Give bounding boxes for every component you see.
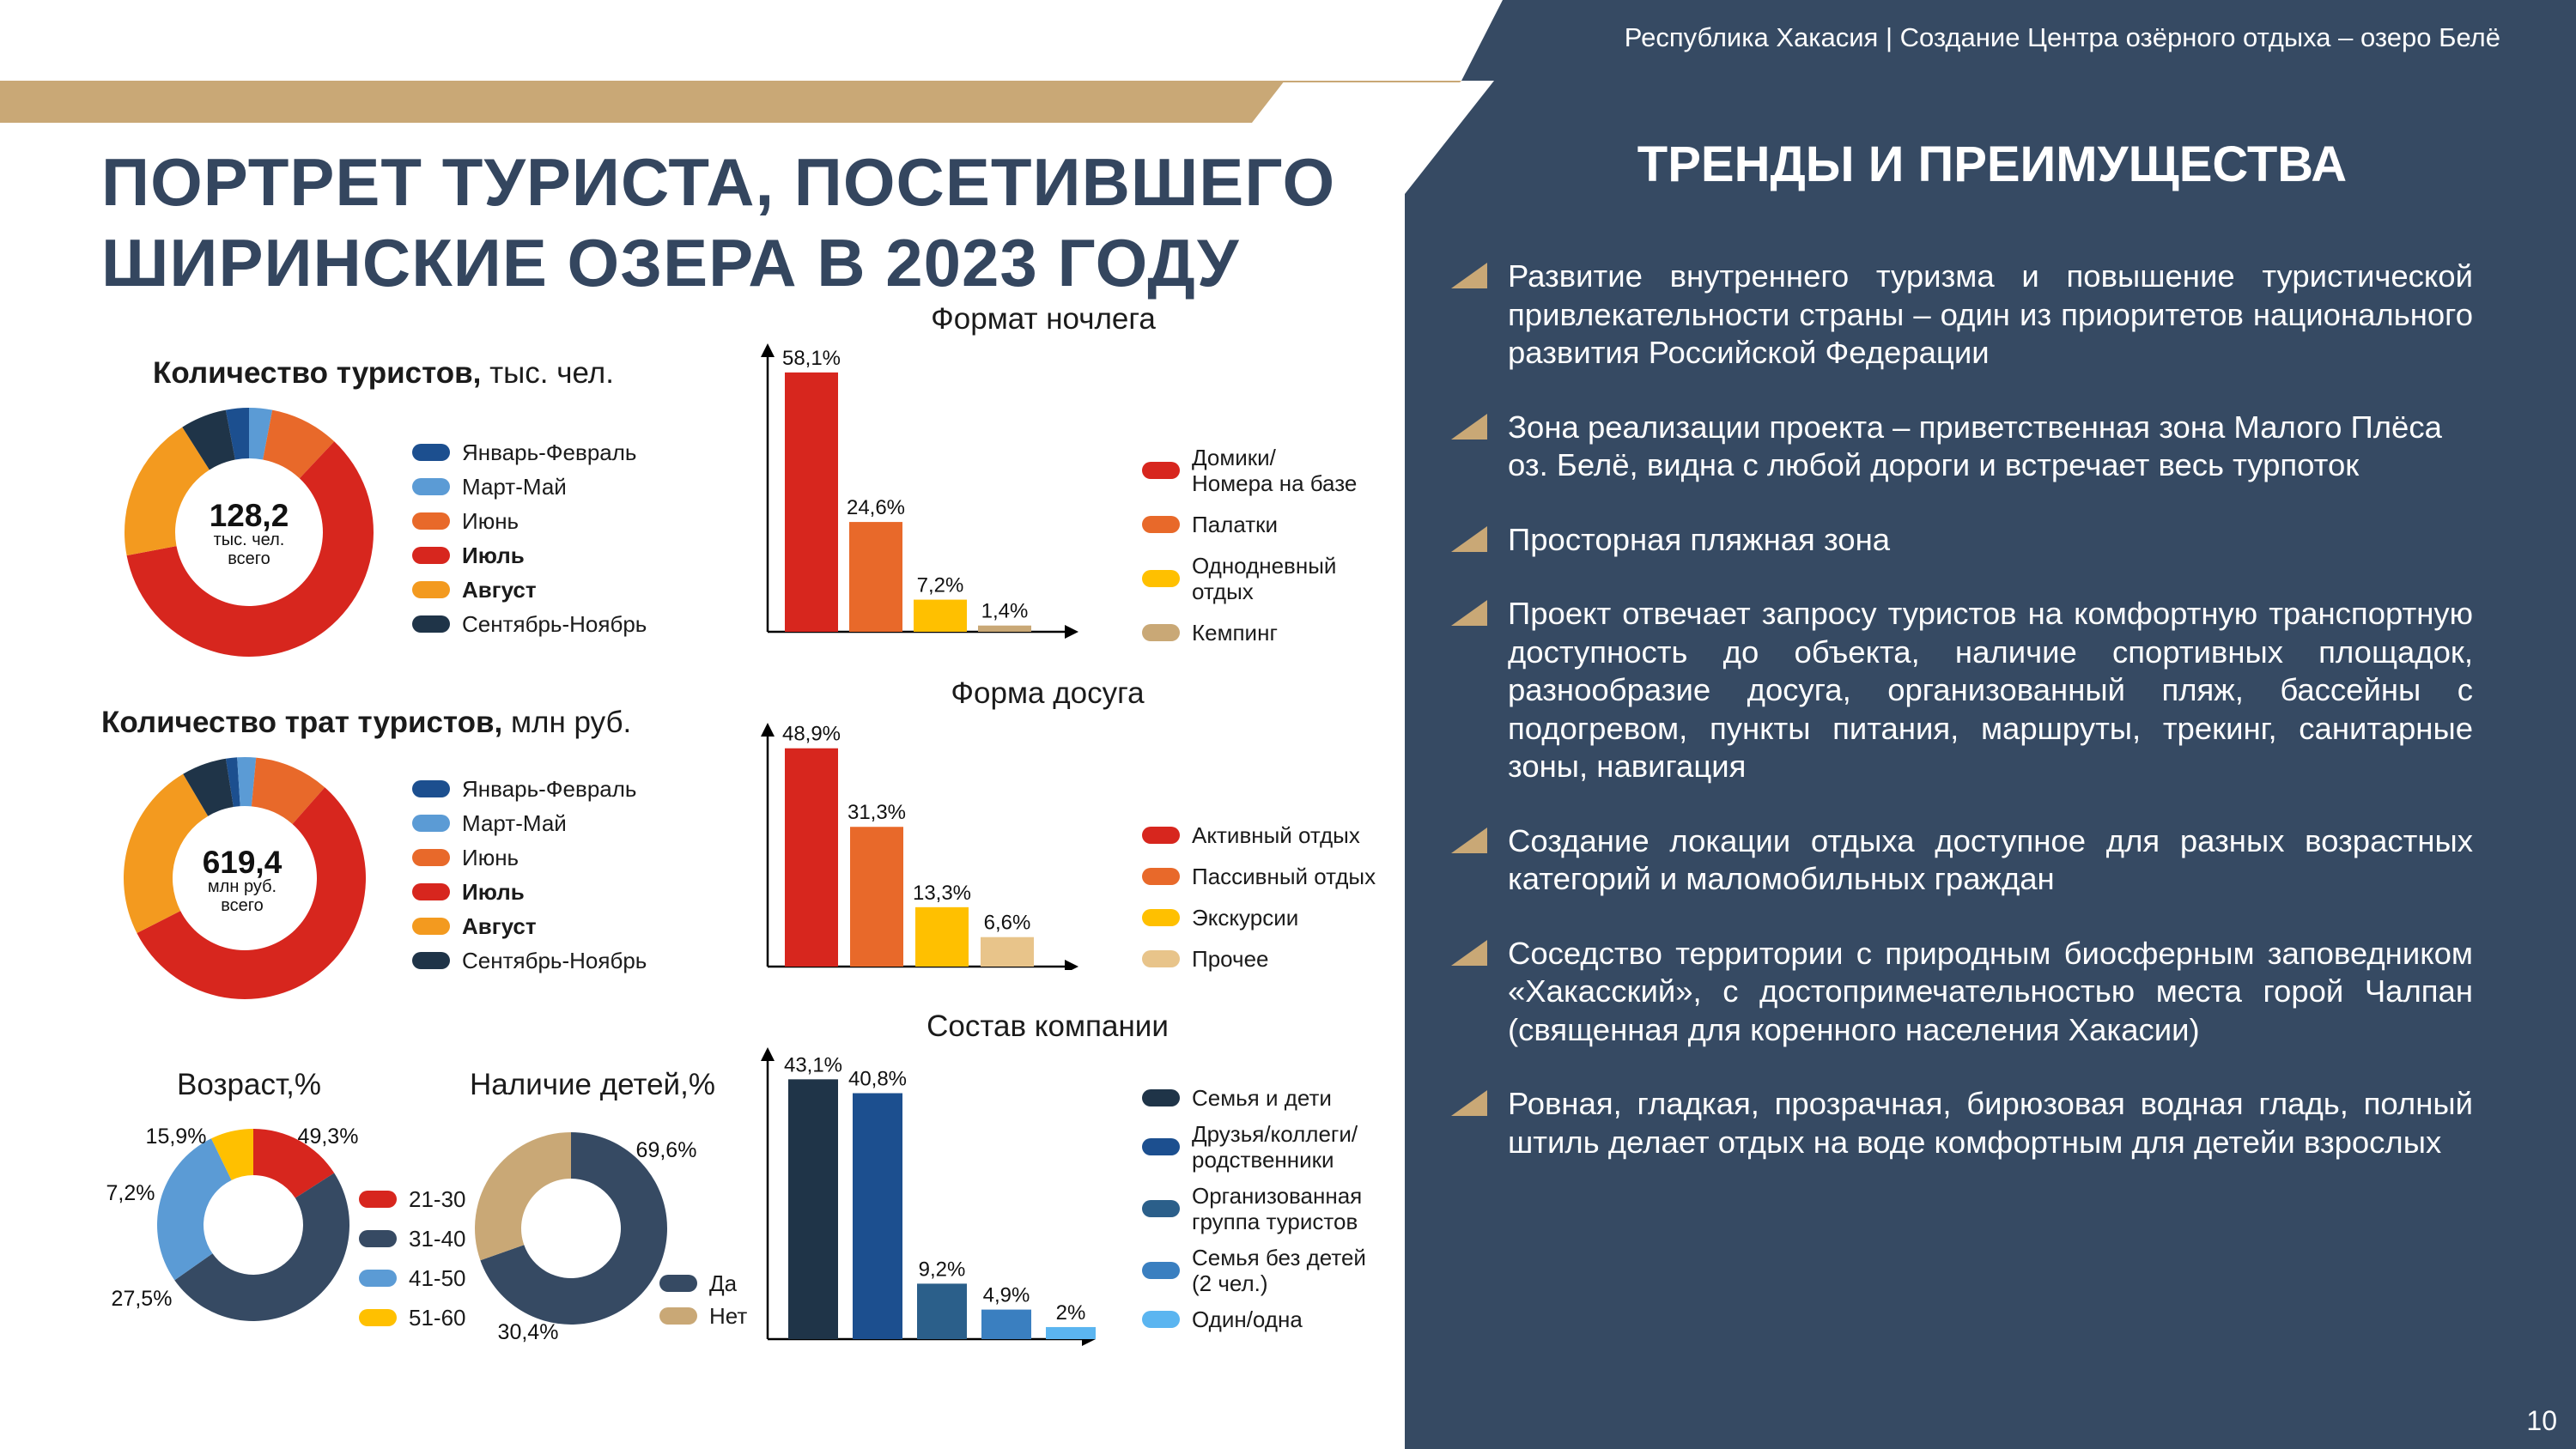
company-bar-chart: [747, 1039, 1108, 1348]
legend-label: 41-50: [409, 1265, 466, 1291]
legend-label: Палатки: [1192, 512, 1279, 537]
donut-slice-нет: [475, 1132, 571, 1260]
bar-data-label: 7,2%: [916, 573, 964, 597]
tourists-legend: [412, 440, 647, 646]
trend-item: Зона реализации проекта – приветственная зона Малого Плёса оз. Белё, видна с любой дороги и встречает весь турпоток: [1451, 409, 2473, 485]
legend-item: [1142, 1307, 1366, 1332]
legend-item: [1142, 1183, 1366, 1234]
legend-swatch: [1142, 570, 1180, 587]
tourists-total-value: 128,2: [209, 498, 289, 533]
legend-item: [412, 845, 647, 870]
legend-item: [412, 577, 647, 603]
age-chart-title: Возраст,%: [177, 1068, 321, 1101]
bar-data-label: 40,8%: [848, 1067, 908, 1091]
donut-slice-41-50: [157, 1138, 232, 1280]
lodging-bar-chart: [747, 335, 1091, 644]
gold-stripe: [0, 81, 1285, 123]
legend-label: Домики/ Номера на базе: [1192, 445, 1358, 496]
bar-палатки: [849, 522, 902, 632]
legend-item: [659, 1270, 747, 1296]
bar-data-label: 31,3%: [847, 801, 907, 825]
legend-label: Да: [709, 1270, 738, 1296]
legend-label: 21-30: [409, 1186, 466, 1212]
legend-label: Январь-Февраль: [462, 776, 637, 802]
leisure-legend: [1142, 822, 1376, 987]
legend-label: Прочее: [1192, 946, 1269, 972]
legend-item: [412, 776, 647, 802]
legend-label: Однодневный отдых: [1192, 553, 1337, 604]
spending-chart-title: Количество трат туристов, млн руб.: [101, 706, 632, 739]
legend-swatch: [659, 1307, 697, 1325]
bar-data-label: 43,1%: [783, 1053, 843, 1077]
panel-title: ТРЕНДЫ И ПРЕИМУЩЕСТВА: [1637, 136, 2348, 192]
leisure-chart-title: Форма досуга: [951, 676, 1145, 710]
bar-data-label: 2%: [1055, 1300, 1086, 1325]
page-title-line-1: ПОРТРЕТ ТУРИСТА, ПОСЕТИВШЕГО: [101, 144, 1336, 220]
legend-label: Январь-Февраль: [462, 440, 637, 465]
legend-swatch: [1142, 868, 1180, 885]
legend-label: Семья и дети: [1192, 1085, 1332, 1111]
legend-swatch: [412, 444, 450, 461]
y-axis-arrow-icon: [761, 1047, 775, 1061]
legend-label: Семья без детей (2 чел.): [1192, 1245, 1366, 1296]
legend-label: Пассивный отдых: [1192, 864, 1376, 889]
legend-swatch: [1142, 1138, 1180, 1155]
legend-item: [1142, 512, 1357, 537]
bar-домики-номера-на-базе: [785, 373, 838, 632]
legend-item: [1142, 1085, 1366, 1111]
legend-item: [1142, 905, 1376, 931]
tourists-chart-title: Количество туристов, тыс. чел.: [153, 356, 614, 390]
page-title-line-2: ШИРИНСКИЕ ОЗЕРА В 2023 ГОДУ: [101, 225, 1240, 300]
legend-item: [412, 440, 647, 465]
bar-друзья-коллеги-родственники: [853, 1093, 902, 1339]
lodging-legend: [1142, 445, 1357, 661]
legend-item: [1142, 620, 1357, 646]
donut-data-label: 69,6%: [635, 1138, 697, 1162]
legend-swatch: [1142, 462, 1180, 479]
trend-item: Просторная пляжная зона: [1451, 521, 2473, 560]
legend-swatch: [659, 1275, 697, 1292]
legend-swatch: [412, 780, 450, 797]
trend-item: Развитие внутреннего туризма и повышение туристической привлекательности страны – один из приоритетов национального развития Российской Федерации: [1451, 258, 2473, 373]
x-axis-arrow-icon: [1065, 960, 1078, 970]
legend-label: Август: [462, 577, 537, 603]
legend-label: Экскурсии: [1192, 905, 1299, 931]
legend-label: Июнь: [462, 508, 519, 534]
bar-data-label: 58,1%: [781, 346, 841, 370]
legend-label: Сентябрь-Ноябрь: [462, 611, 647, 637]
legend-item: [359, 1226, 466, 1252]
age-donut-chart: [155, 1126, 352, 1324]
header-text: Республика Хакасия | Создание Центра озёрного отдыха – озеро Белё: [1624, 22, 2500, 52]
triangle-bullet-icon: [1451, 414, 1487, 440]
children-donut-chart: [472, 1130, 670, 1327]
legend-label: Март-Май: [462, 474, 567, 500]
legend-swatch: [412, 547, 450, 564]
legend-item: [412, 948, 647, 973]
legend-swatch: [412, 952, 450, 969]
legend-swatch: [359, 1191, 397, 1208]
legend-swatch: [1142, 827, 1180, 844]
bar-семья-без-детей-2-чел: [981, 1310, 1031, 1339]
bar-data-label: 1,4%: [981, 599, 1029, 623]
triangle-bullet-icon: [1451, 828, 1487, 853]
bar-data-label: 6,6%: [983, 911, 1031, 935]
bar-активный-отдых: [785, 749, 838, 967]
bar-один-одна: [1046, 1327, 1096, 1339]
legend-swatch: [1142, 1311, 1180, 1328]
legend-item: [412, 611, 647, 637]
legend-label: 31-40: [409, 1226, 466, 1252]
age-legend: [359, 1186, 466, 1344]
children-chart-title: Наличие детей,%: [470, 1068, 715, 1101]
legend-swatch: [412, 883, 450, 900]
legend-swatch: [412, 615, 450, 633]
legend-item: [359, 1186, 466, 1212]
donut-data-label: 15,9%: [145, 1125, 207, 1149]
legend-item: [1142, 864, 1376, 889]
legend-swatch: [412, 478, 450, 495]
legend-swatch: [1142, 909, 1180, 926]
legend-label: Март-Май: [462, 810, 567, 836]
legend-item: [412, 508, 647, 534]
bar-организованная-группа-туристов: [917, 1283, 967, 1339]
bar-экскурсии: [915, 907, 969, 967]
donut-data-label: 27,5%: [111, 1287, 173, 1311]
legend-swatch: [1142, 950, 1180, 967]
bar-семья-и-дети: [788, 1079, 838, 1339]
bar-однодневный-отдых: [914, 600, 967, 632]
legend-item: [412, 879, 647, 905]
legend-swatch: [359, 1270, 397, 1287]
legend-label: Друзья/коллеги/ родственники: [1192, 1121, 1358, 1173]
leisure-bar-chart: [747, 712, 1091, 970]
legend-label: Активный отдых: [1192, 822, 1360, 848]
legend-swatch: [412, 581, 450, 598]
y-axis-arrow-icon: [761, 723, 775, 737]
legend-label: Организованная группа туристов: [1192, 1183, 1363, 1234]
legend-item: [1142, 445, 1357, 496]
page-title: [101, 142, 1355, 303]
legend-item: [359, 1305, 466, 1331]
legend-label: Июль: [462, 879, 525, 905]
legend-item: [412, 474, 647, 500]
tourists-total-label: тыс. чел. всего: [213, 530, 285, 568]
lodging-chart-title: Формат ночлега: [931, 302, 1156, 336]
legend-swatch: [412, 849, 450, 866]
trends-list: [1451, 258, 2473, 1197]
legend-swatch: [1142, 1262, 1180, 1279]
legend-swatch: [1142, 1200, 1180, 1217]
bar-data-label: 4,9%: [982, 1283, 1030, 1307]
bar-кемпинг: [978, 626, 1031, 632]
legend-swatch: [359, 1309, 397, 1326]
legend-item: [1142, 553, 1357, 604]
bar-data-label: 9,2%: [918, 1258, 966, 1282]
legend-swatch: [359, 1230, 397, 1247]
triangle-bullet-icon: [1451, 600, 1487, 626]
bar-пассивный-отдых: [850, 827, 903, 967]
legend-label: Один/одна: [1192, 1307, 1303, 1332]
trend-item: Создание локации отдыха доступное для разных возрастных категорий и маломобильных граждан: [1451, 822, 2473, 899]
legend-swatch: [1142, 516, 1180, 533]
legend-swatch: [412, 815, 450, 832]
legend-item: [1142, 822, 1376, 848]
company-legend: [1142, 1085, 1366, 1343]
x-axis-arrow-icon: [1065, 625, 1078, 639]
triangle-bullet-icon: [1451, 526, 1487, 552]
trend-item: Ровная, гладкая, прозрачная, бирюзовая водная гладь, полный штиль делает отдых на воде комфортным для детейи взрослых: [1451, 1085, 2473, 1161]
legend-label: Сентябрь-Ноябрь: [462, 948, 647, 973]
bar-data-label: 13,3%: [912, 881, 972, 905]
company-chart-title: Состав компании: [927, 1009, 1169, 1043]
bar-data-label: 48,9%: [781, 722, 841, 746]
legend-item: [1142, 1245, 1366, 1296]
legend-item: [412, 810, 647, 836]
donut-data-label: 30,4%: [497, 1320, 559, 1344]
spending-total-value: 619,4: [202, 845, 283, 880]
donut-data-label: 49,3%: [297, 1125, 359, 1149]
legend-swatch: [412, 918, 450, 935]
legend-item: [412, 543, 647, 568]
bar-прочее: [981, 937, 1034, 967]
page-number: 10: [2526, 1405, 2557, 1436]
legend-label: Июль: [462, 543, 525, 568]
legend-item: [1142, 946, 1376, 972]
legend-label: 51-60: [409, 1305, 466, 1331]
spending-legend: [412, 776, 647, 982]
legend-swatch: [1142, 1089, 1180, 1106]
trend-item: Соседство территории с природным биосферным заповедником «Хакасский», с достопримечательностью места горой Чалпан (священная для коренного населения Хакасии): [1451, 935, 2473, 1050]
legend-item: [359, 1265, 466, 1291]
legend-label: Июнь: [462, 845, 519, 870]
legend-swatch: [1142, 624, 1180, 641]
children-legend: [659, 1270, 747, 1336]
legend-label: Август: [462, 913, 537, 939]
donut-data-label: 7,2%: [106, 1181, 155, 1205]
legend-swatch: [412, 512, 450, 530]
legend-item: [1142, 1121, 1366, 1173]
y-axis-arrow-icon: [761, 343, 775, 357]
triangle-bullet-icon: [1451, 1090, 1487, 1116]
trend-item: Проект отвечает запросу туристов на комфортную транспортную доступность до объекта, наличие спортивных площадок, разнообразие досуга, организованный пляж, бассейны с подогревом, пункты питания, маршруты, трекинг, санитарные зоны, навигация: [1451, 595, 2473, 786]
triangle-bullet-icon: [1451, 263, 1487, 288]
legend-item: [659, 1303, 747, 1329]
legend-label: Нет: [709, 1303, 748, 1329]
legend-label: Кемпинг: [1192, 620, 1278, 646]
legend-item: [412, 913, 647, 939]
bar-data-label: 24,6%: [846, 496, 906, 520]
triangle-bullet-icon: [1451, 940, 1487, 966]
spending-total-label: млн руб. всего: [207, 877, 277, 915]
